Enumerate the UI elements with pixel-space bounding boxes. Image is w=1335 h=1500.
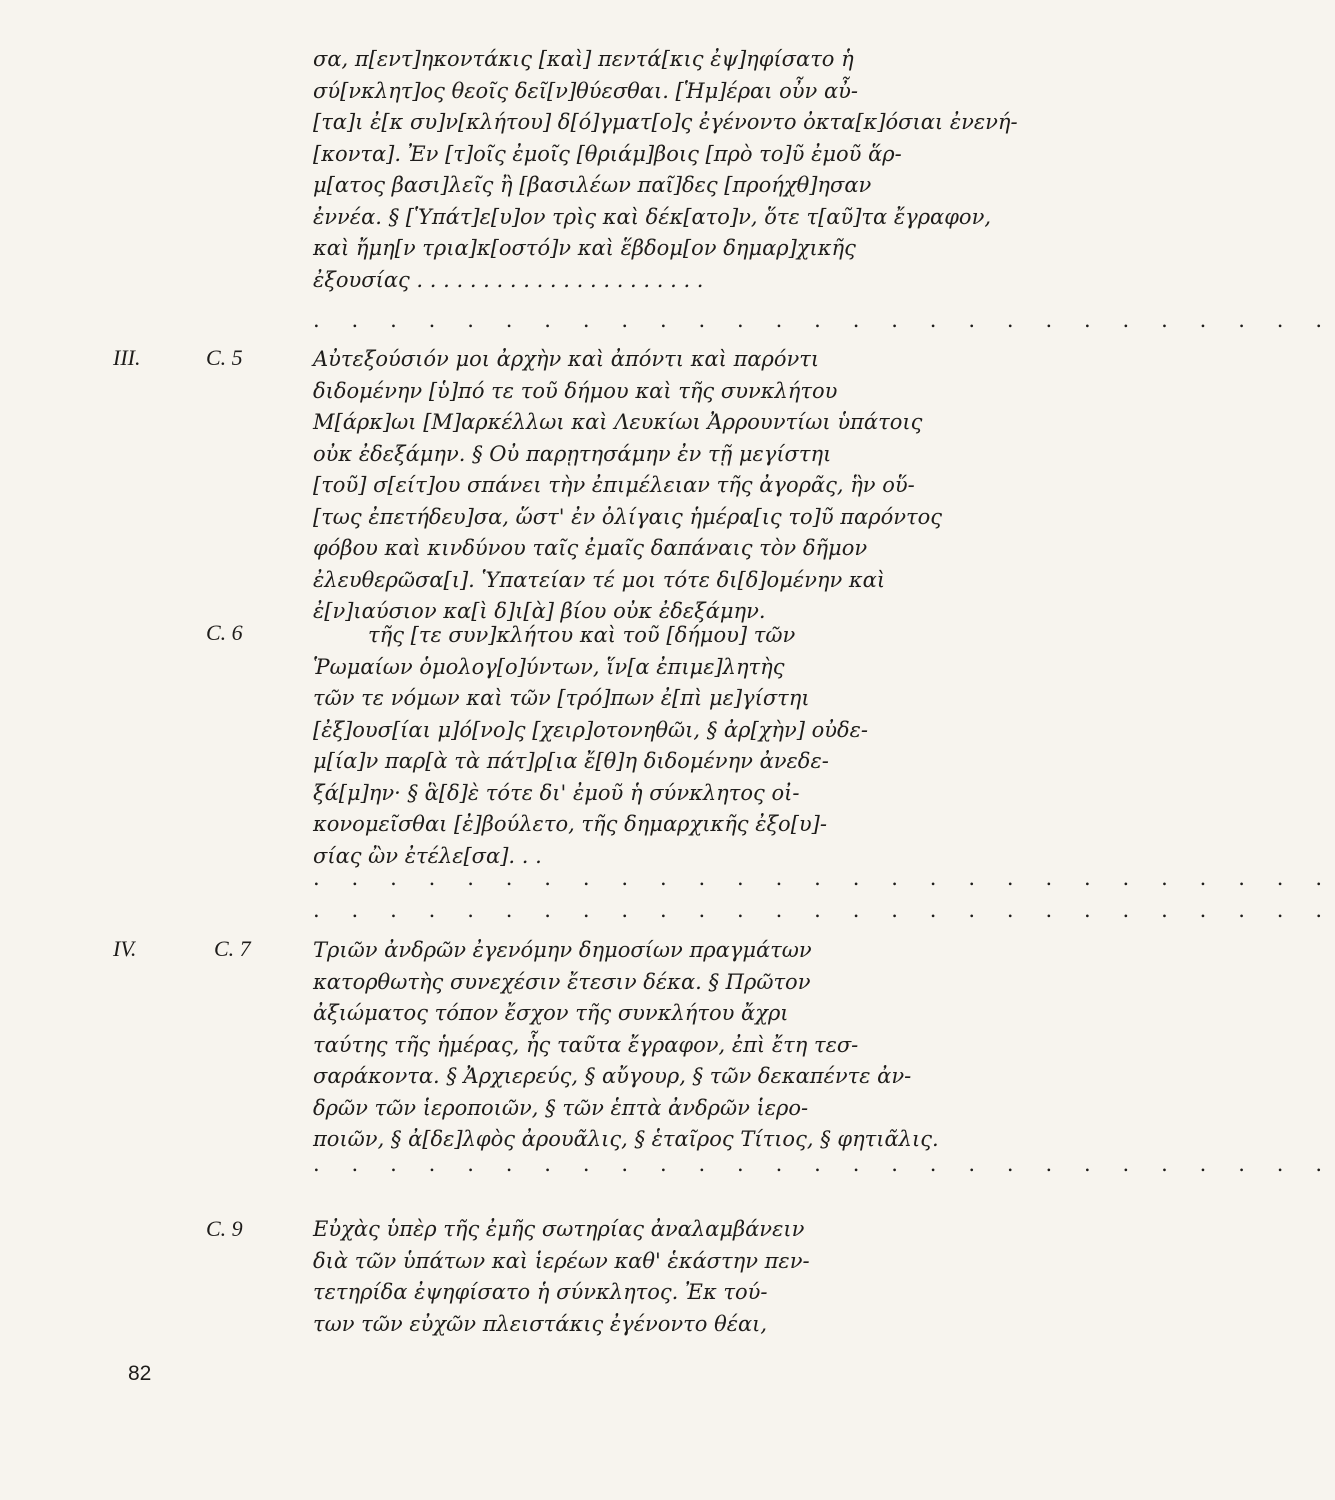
text-line: σύ[νκλητ]ος θεοῖς δεῖ[ν]θύεσθαι. [Ἡμ]έραι οὖν αὖ-	[313, 78, 859, 103]
text-line: ἐννέα. § [Ὑπάτ]ε[υ]ον τρὶς καὶ δέκ[ατο]ν, ὅτε τ[αῦ]τα ἔγραφον,	[313, 204, 992, 229]
text-line: [ἐξ]ουσ[ίαι μ]ό[νο]ς [χειρ]οτονηθῶι, § ἀρ[χὴν] οὐδε-	[313, 717, 869, 742]
text-line: διὰ τῶν ὑπάτων καὶ ἱερέων καθ' ἑκάστην πεν-	[313, 1248, 810, 1273]
text-line: [τα]ι ἐ[κ συ]ν[κλήτου] δ[ό]γματ[ο]ς ἐγένοντο ὀκτα[κ]όσιαι ἐνενή-	[313, 110, 1018, 134]
text-line: τετηρίδα ἐψηφίσατο ἡ σύνκλητος. Ἐκ τού-	[313, 1280, 768, 1304]
text-line: οὐκ ἐδεξάμην. § Οὐ παρῃτησάμην ἐν τῇ μεγίστηι	[313, 441, 832, 466]
text-line: Ῥωμαίων ὁμολογ[ο]ύντων, ἵν[α ἐπιμε]λητὴς	[313, 654, 785, 679]
text-line: Αὐτεξούσιόν μοι ἀρχὴν καὶ ἀπόντι καὶ παρόντι	[313, 347, 820, 371]
section-numeral: III.	[113, 345, 141, 370]
chapter-6-text	[313, 620, 963, 872]
text-line: Μ[άρκ]ωι [Μ]αρκέλλωι καὶ Λευκίωι Ἀρρουντίωι ὑπάτοις	[313, 410, 923, 434]
text-line: κονομεῖσθαι [ἐ]βούλετο, τῆς δημαρχικῆς ἐξο[υ]-	[313, 812, 827, 836]
chapter-label: C. 5	[206, 345, 243, 370]
lacuna-dots: . . . . . . . . . . . . . . . . . . . . . . . . . . .	[313, 1152, 1335, 1176]
section-ii-tail-text	[313, 44, 1018, 296]
text-line: μ[ία]ν παρ[ὰ τὰ πάτ]ρ[ια ἔ[θ]η διδομένην ἀνεδε-	[313, 749, 829, 773]
text-line: σαράκοντα. § Ἀρχιερεύς, § αὔγουρ, § τῶν δεκαπέντε ἀν-	[313, 1064, 912, 1088]
text-line: διδομένην [ὑ]πό τε τοῦ δήμου καὶ τῆς συνκλήτου	[313, 378, 838, 403]
text-line: μ[ατος βασι]λεῖς ἢ [βασιλέων παῖ]δες [προήχθ]ησαν	[313, 173, 872, 197]
text-line: καὶ ἤμη[ν τρια]κ[οστό]ν καὶ ἕβδομ[ον δημαρ]χικῆς	[313, 236, 856, 260]
chapter-label: C. 7	[214, 936, 251, 961]
section-numeral: IV.	[113, 936, 137, 961]
text-line: ταύτης τῆς ἡμέρας, ἧς ταῦτα ἔγραφον, ἐπὶ ἔτη τεσ-	[313, 1032, 859, 1057]
text-line: ποιῶν, § ἀ[δε]λφὸς ἀρουᾶλις, § ἑταῖρος Τίτιος, § φητιᾶλις.	[313, 1127, 939, 1151]
text-line: ἀξιώματος τόπον ἔσχον τῆς συνκλήτου ἄχρι	[313, 1001, 789, 1025]
text-line: Εὐχὰς ὑπὲρ τῆς ἐμῆς σωτηρίας ἀναλαμβάνειν	[313, 1217, 805, 1241]
text-line: τῆς [τε συν]κλήτου καὶ τοῦ [δήμου] τῶν	[368, 623, 796, 647]
text-line: Τριῶν ἀνδρῶν ἐγενόμην δημοσίων πραγμάτων	[313, 938, 812, 962]
text-line: των τῶν εὐχῶν πλειστάκις ἐγένοντο θέαι,	[313, 1311, 768, 1336]
page-number: 82	[128, 1362, 152, 1385]
text-line: σίας ὢν ἐτέλε[σα]. . .	[313, 843, 542, 868]
text-line: [κοντα]. Ἐν [τ]οῖς ἐμοῖς [θριάμ]βοις [πρὸ το]ῦ ἐμοῦ ἅρ-	[313, 141, 902, 166]
text-line: ἐξουσίας . . . . . . . . . . . . . . . . . . . . . .	[313, 267, 704, 292]
lacuna-dots: . . . . . . . . . . . . . . . . . . . . . . . . . . .	[313, 866, 1335, 890]
text-line: κατορθωτὴς συνεχέσιν ἔτεσιν δέκα. § Πρῶτον	[313, 969, 811, 994]
chapter-5-text	[313, 344, 963, 628]
lacuna-dots: . . . . . . . . . . . . . . . . . . . . . . . . . . .	[313, 898, 1335, 922]
lacuna-dots: . . . . . . . . . . . . . . . . . . . . . . . . . . .	[313, 308, 1335, 332]
chapter-9-text	[313, 1214, 963, 1340]
chapter-label: C. 9	[206, 1216, 243, 1241]
text-line: φόβου καὶ κινδύνου ταῖς ἐμαῖς δαπάναις τὸν δῆμον	[313, 536, 868, 560]
text-line: [τοῦ] σ[είτ]ου σπάνει τὴν ἐπιμέλειαν τῆς ἀγορᾶς, ἣν οὕ-	[313, 473, 915, 497]
text-line: ξά[μ]ην· § ἃ[δ]ὲ τότε δι' ἐμοῦ ἡ σύνκλητος οἰ-	[313, 780, 800, 805]
text-line: ἐλευθερῶσα[ι]. Ὑπατείαν τέ μοι τότε δι[δ]ομένην καὶ	[313, 567, 886, 592]
text-line: σα, π[εντ]ηκοντάκις [καὶ] πεντά[κις ἐψ]ηφίσατο ἡ	[313, 47, 854, 71]
text-line: ἐ[ν]ιαύσιον κα[ὶ δ]ι[ὰ] βίου οὐκ ἐδεξάμην.	[313, 599, 766, 623]
chapter-label: C. 6	[206, 620, 243, 645]
text-line: δρῶν τῶν ἱεροποιῶν, § τῶν ἑπτὰ ἀνδρῶν ἱερο-	[313, 1095, 809, 1120]
text-line: τῶν τε νόμων καὶ τῶν [τρό]πων ἐ[πὶ με]γίστηι	[313, 686, 810, 710]
text-line: [τως ἐπετήδευ]σα, ὥστ' ἐν ὀλίγαις ἡμέρα[ις το]ῦ παρόντος	[313, 504, 943, 529]
chapter-7-text	[313, 935, 963, 1156]
